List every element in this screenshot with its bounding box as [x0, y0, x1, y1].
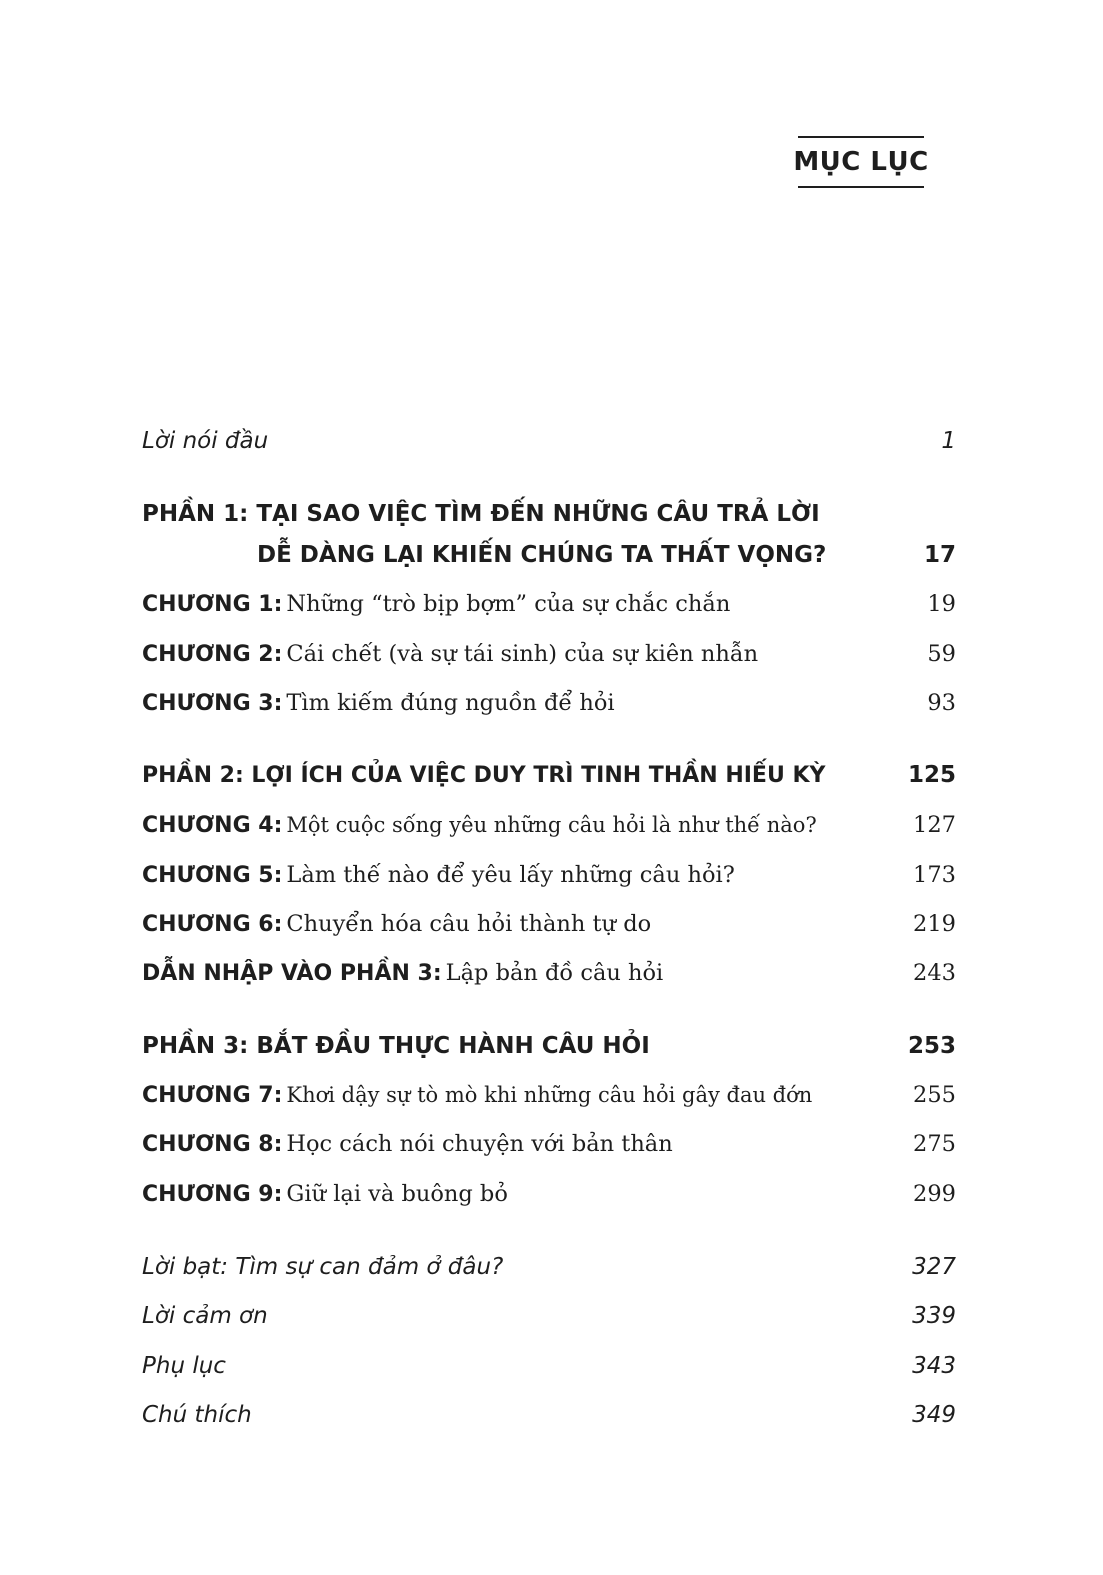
entry-page: 17	[923, 542, 956, 568]
entry-page: 127	[913, 812, 956, 838]
chapter-title: Chuyển hóa câu hỏi thành tự do	[286, 911, 652, 937]
toc-entry-ch2[interactable]	[142, 636, 956, 672]
entry-page: 275	[913, 1131, 956, 1157]
chapter-label: CHƯƠNG 7:	[142, 1082, 283, 1108]
toc-entry-part1-line1[interactable]	[142, 496, 956, 532]
chapter-label: CHƯƠNG 5:	[142, 863, 283, 888]
entry-label: Chú thích	[142, 1402, 252, 1428]
toc-entry-acknowledgements[interactable]	[142, 1298, 956, 1334]
entry-page: 327	[912, 1254, 956, 1280]
entry-page: 173	[913, 862, 956, 888]
toc-entry-part1-line2[interactable]	[142, 537, 956, 573]
toc-entry-ch5[interactable]	[142, 857, 956, 893]
toc-entry-ch3[interactable]	[142, 685, 956, 721]
entry-page: 1	[941, 428, 956, 454]
toc-entry-part3[interactable]	[142, 1028, 956, 1064]
entry-page: 125	[907, 762, 956, 788]
entry-page: 93	[927, 690, 956, 716]
chapter-title: Học cách nói chuyện với bản thân	[286, 1131, 673, 1157]
entry-page: 299	[913, 1181, 956, 1207]
entry-page: 253	[907, 1033, 956, 1059]
toc-entry-appendix[interactable]	[142, 1348, 956, 1384]
chapter-title: Lập bản đồ câu hỏi	[445, 960, 664, 986]
part-title-continued: DỄ DÀNG LẠI KHIẾN CHÚNG TA THẤT VỌNG?	[257, 542, 827, 568]
entry-page: 349	[912, 1402, 956, 1428]
toc-entry-ch1[interactable]	[142, 586, 956, 622]
page-title: MỤC LỤC	[798, 136, 924, 188]
toc-entry-preface[interactable]	[142, 423, 956, 459]
entry-page: 339	[912, 1303, 956, 1329]
chapter-label: CHƯƠNG 6:	[142, 912, 283, 937]
entry-page: 19	[927, 591, 956, 617]
chapter-title: Cái chết (và sự tái sinh) của sự kiên nhẫn	[286, 641, 759, 667]
toc-entry-ch9[interactable]	[142, 1176, 956, 1212]
entry-page: 59	[927, 641, 956, 667]
toc-entry-ch6[interactable]	[142, 906, 956, 942]
entry-page: 243	[913, 960, 956, 986]
entry-label: Lời cảm ơn	[142, 1303, 268, 1329]
entry-page: 219	[913, 911, 956, 937]
toc-entry-part2[interactable]	[142, 757, 956, 793]
chapter-title: Khơi dậy sự tò mò khi những câu hỏi gây đau đớn	[286, 1082, 813, 1107]
entry-label: Lời bạt: Tìm sự can đảm ở đâu?	[142, 1254, 504, 1280]
chapter-label: CHƯƠNG 2:	[142, 642, 283, 667]
chapter-title: Tìm kiếm đúng nguồn để hỏi	[286, 690, 615, 716]
chapter-title: Giữ lại và buông bỏ	[286, 1181, 508, 1207]
toc-entry-ch8[interactable]	[142, 1126, 956, 1162]
chapter-label: CHƯƠNG 3:	[142, 691, 283, 716]
entry-page: 255	[913, 1082, 956, 1108]
chapter-title: Một cuộc sống yêu những câu hỏi là như thế nào?	[286, 812, 817, 837]
chapter-label: CHƯƠNG 1:	[142, 592, 283, 617]
chapter-title: Những “trò bịp bợm” của sự chắc chắn	[286, 591, 731, 617]
part-title: PHẦN 1: TẠI SAO VIỆC TÌM ĐẾN NHỮNG CÂU TRẢ LỜI	[142, 501, 820, 527]
part-title: PHẦN 3: BẮT ĐẦU THỰC HÀNH CÂU HỎI	[142, 1033, 650, 1059]
chapter-title: Làm thế nào để yêu lấy những câu hỏi?	[286, 862, 735, 888]
toc-entry-ch7[interactable]	[142, 1077, 956, 1113]
toc-entry-intro-part3[interactable]	[142, 955, 956, 991]
toc-entry-notes[interactable]	[142, 1397, 956, 1433]
toc-entry-ch4[interactable]	[142, 807, 956, 843]
toc-entry-afterword[interactable]	[142, 1249, 956, 1285]
part-title: PHẦN 2: LỢI ÍCH CỦA VIỆC DUY TRÌ TINH THẦN HIẾU KỲ	[142, 762, 826, 788]
chapter-label: CHƯƠNG 9:	[142, 1182, 283, 1207]
entry-page: 343	[912, 1353, 956, 1379]
chapter-label: DẪN NHẬP VÀO PHẦN 3:	[142, 961, 442, 986]
entry-label: Phụ lục	[142, 1353, 226, 1379]
chapter-label: CHƯƠNG 4:	[142, 812, 283, 838]
chapter-label: CHƯƠNG 8:	[142, 1132, 283, 1157]
entry-label: Lời nói đầu	[142, 428, 269, 454]
